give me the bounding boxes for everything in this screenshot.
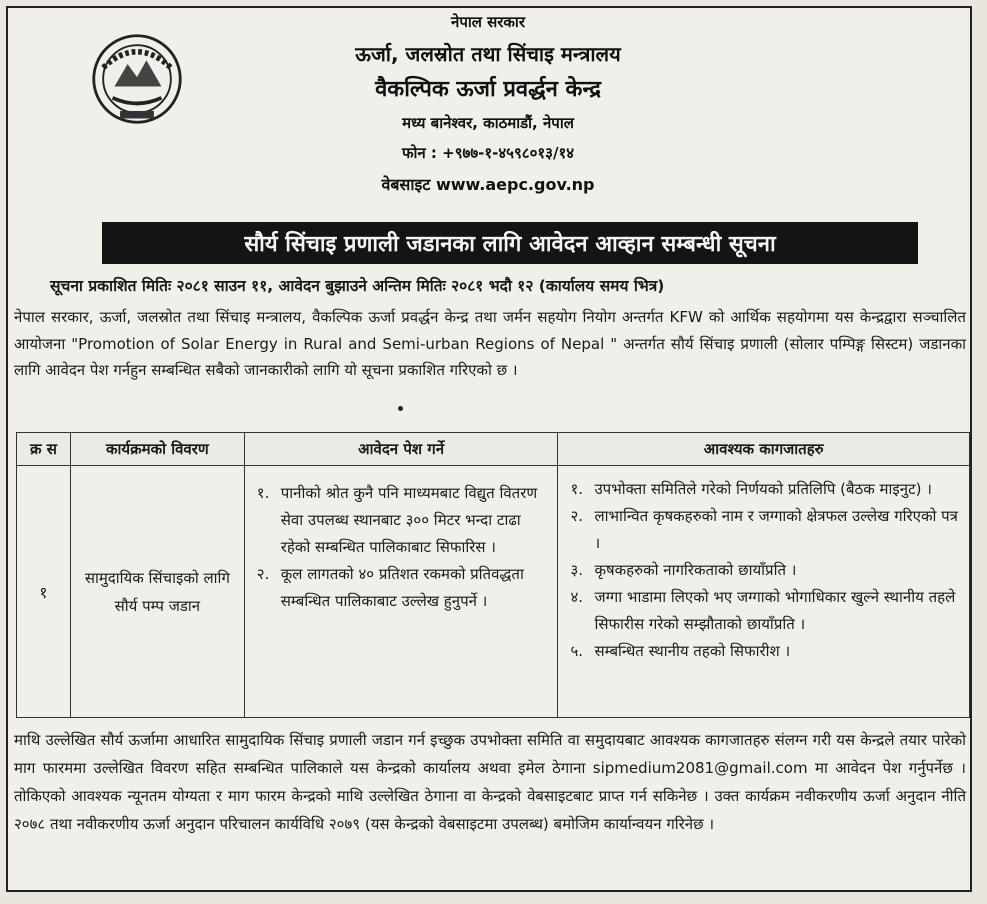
print-speck — [398, 406, 403, 411]
government-emblem-icon — [90, 32, 184, 126]
item-text: कृषकहरुको नागरिकताको छायाँप्रति । — [594, 561, 797, 579]
header-serial: क्र स — [17, 433, 71, 466]
office-phone: फोन : +९७७-१-४५९८०१३/१४ — [401, 144, 575, 162]
table-header-row — [17, 433, 970, 466]
item-number: ५. — [570, 642, 584, 660]
row-serial: १ — [17, 466, 71, 718]
notice-document — [6, 6, 972, 892]
item-text: कूल लागतको ४० प्रतिशत रकमको प्रतिवद्धता सम्बन्धित पालिकाबाट उल्लेख हुनुपर्ने । — [280, 565, 524, 610]
office-website: वेबसाइट www.aepc.gov.np — [381, 175, 595, 194]
closing-paragraph: माथि उल्लेखित सौर्य ऊर्जामा आधारित सामुदायिक सिंचाइ प्रणाली जडान गर्न इच्छुक उपभोक्ता समिति वा समुदायबाट आवश्यक कागजातहरु संलग्न गरी यस केन्द्रले तयार पारेको माग फारममा उल्लेखित विवरण सहित सम्बन्धित पालिकाले यस केन्द्रको कार्यालय अथवा इमेल ठेगाना sipmedium2081@gmail.com मा आवेदन पेश गर्नुपर्नेछ । तोकिएको आवश्यक न्यूनतम योग्यता र माग फारम केन्द्रको माथि उल्लेखित ठेगाना वा केन्द्रको वेबसाइटबाट प्राप्त गर्न सकिनेछ । उक्त कार्यक्रम नवीकरणीय ऊर्जा अनुदान नीति २०७८ तथा नवीकरणीय ऊर्जा अनुदान परिचालन कार्यविधि २०७९ (यस केन्द्रको वेबसाइटमा उपलब्ध) बमोजिम कार्यान्वयन गरिनेछ । — [14, 731, 966, 833]
header-program: कार्यक्रमको विवरण — [70, 433, 244, 466]
office-header — [208, 12, 768, 195]
list-item — [570, 584, 963, 638]
item-number: ४. — [570, 588, 584, 606]
item-text: पानीको श्रोत कुनै पनि माध्यमबाट विद्युत वितरण सेवा उपलब्ध स्थानबाट ३०० मिटर भन्दा टाढा रहेको सम्बन्धित पालिकाबाट सिफारिस । — [280, 484, 538, 556]
item-number: ३. — [570, 561, 584, 579]
ministry-name: ऊर्जा, जलस्रोत तथा सिंचाइ मन्त्रालय — [355, 42, 621, 66]
list-item — [570, 557, 963, 584]
item-number: २. — [256, 565, 270, 583]
header-application: आवेदन पेश गर्ने — [244, 433, 558, 466]
table-row — [17, 466, 970, 718]
item-text: लाभान्वित कृषकहरुको नाम र जग्गाको क्षेत्रफल उल्लेख गरिएको पत्र । — [594, 507, 958, 552]
publication-dates: सूचना प्रकाशित मितिः २०८१ साउन ११, आवेदन बुझाउने अन्तिम मितिः २०८१ भदौ १२ (कार्यालय समय भित्र) — [50, 277, 665, 295]
office-name: वैकल्पिक ऊर्जा प्रवर्द्धन केन्द्र — [375, 77, 601, 102]
office-address: मध्य बानेश्वर, काठमाडौं, नेपाल — [402, 114, 574, 132]
item-number: २. — [570, 507, 584, 525]
row-requirements — [244, 466, 558, 718]
notice-title-banner: सौर्य सिंचाइ प्रणाली जडानका लागि आवेदन आव्हान सम्बन्धी सूचना — [102, 222, 918, 264]
row-program: सामुदायिक सिंचाइको लागि सौर्य पम्प जडान — [70, 466, 244, 718]
item-number: १. — [570, 480, 584, 498]
item-text: सम्बन्धित स्थानीय तहको सिफारीश । — [594, 642, 791, 660]
header-documents: आवश्यक कागजातहरु — [558, 433, 970, 466]
intro-paragraph: नेपाल सरकार, ऊर्जा, जलस्रोत तथा सिंचाइ मन्त्रालय, वैकल्पिक ऊर्जा प्रवर्द्धन केन्द्र तथा जर्मन सहयोग नियोग अन्तर्गत KFW को आर्थिक सहयोगमा यस केन्द्रद्वारा सञ्चालित आयोजना "Promotion of Solar Energy in Rural and Semi-urban Regions of Nepal " अन्तर्गत सौर्य सिंचाइ प्रणाली (सोलार पम्पिङ्ग सिस्टम) जडानका लागि आवेदन पेश गर्नहुन सम्बन्धित सबैको जानकारीको लागि यो सूचना प्रकाशित गरिएको छ । — [14, 308, 966, 379]
item-text: उपभोक्ता समितिले गरेको निर्णयको प्रतिलिपि (बैठक माइनुट) । — [594, 480, 932, 498]
government-name: नेपाल सरकार — [451, 13, 525, 31]
list-item — [570, 503, 963, 557]
list-item — [257, 561, 546, 615]
list-item — [570, 638, 963, 665]
list-item — [257, 480, 546, 561]
item-text: जग्गा भाडामा लिएको भए जग्गाको भोगाधिकार खुल्ने स्थानीय तहले सिफारीस गरेको सम्झौताको छायाँप्रति । — [594, 588, 956, 633]
item-number: १. — [256, 484, 270, 502]
list-item — [570, 476, 963, 503]
row-documents — [558, 466, 970, 718]
program-table — [16, 432, 970, 718]
